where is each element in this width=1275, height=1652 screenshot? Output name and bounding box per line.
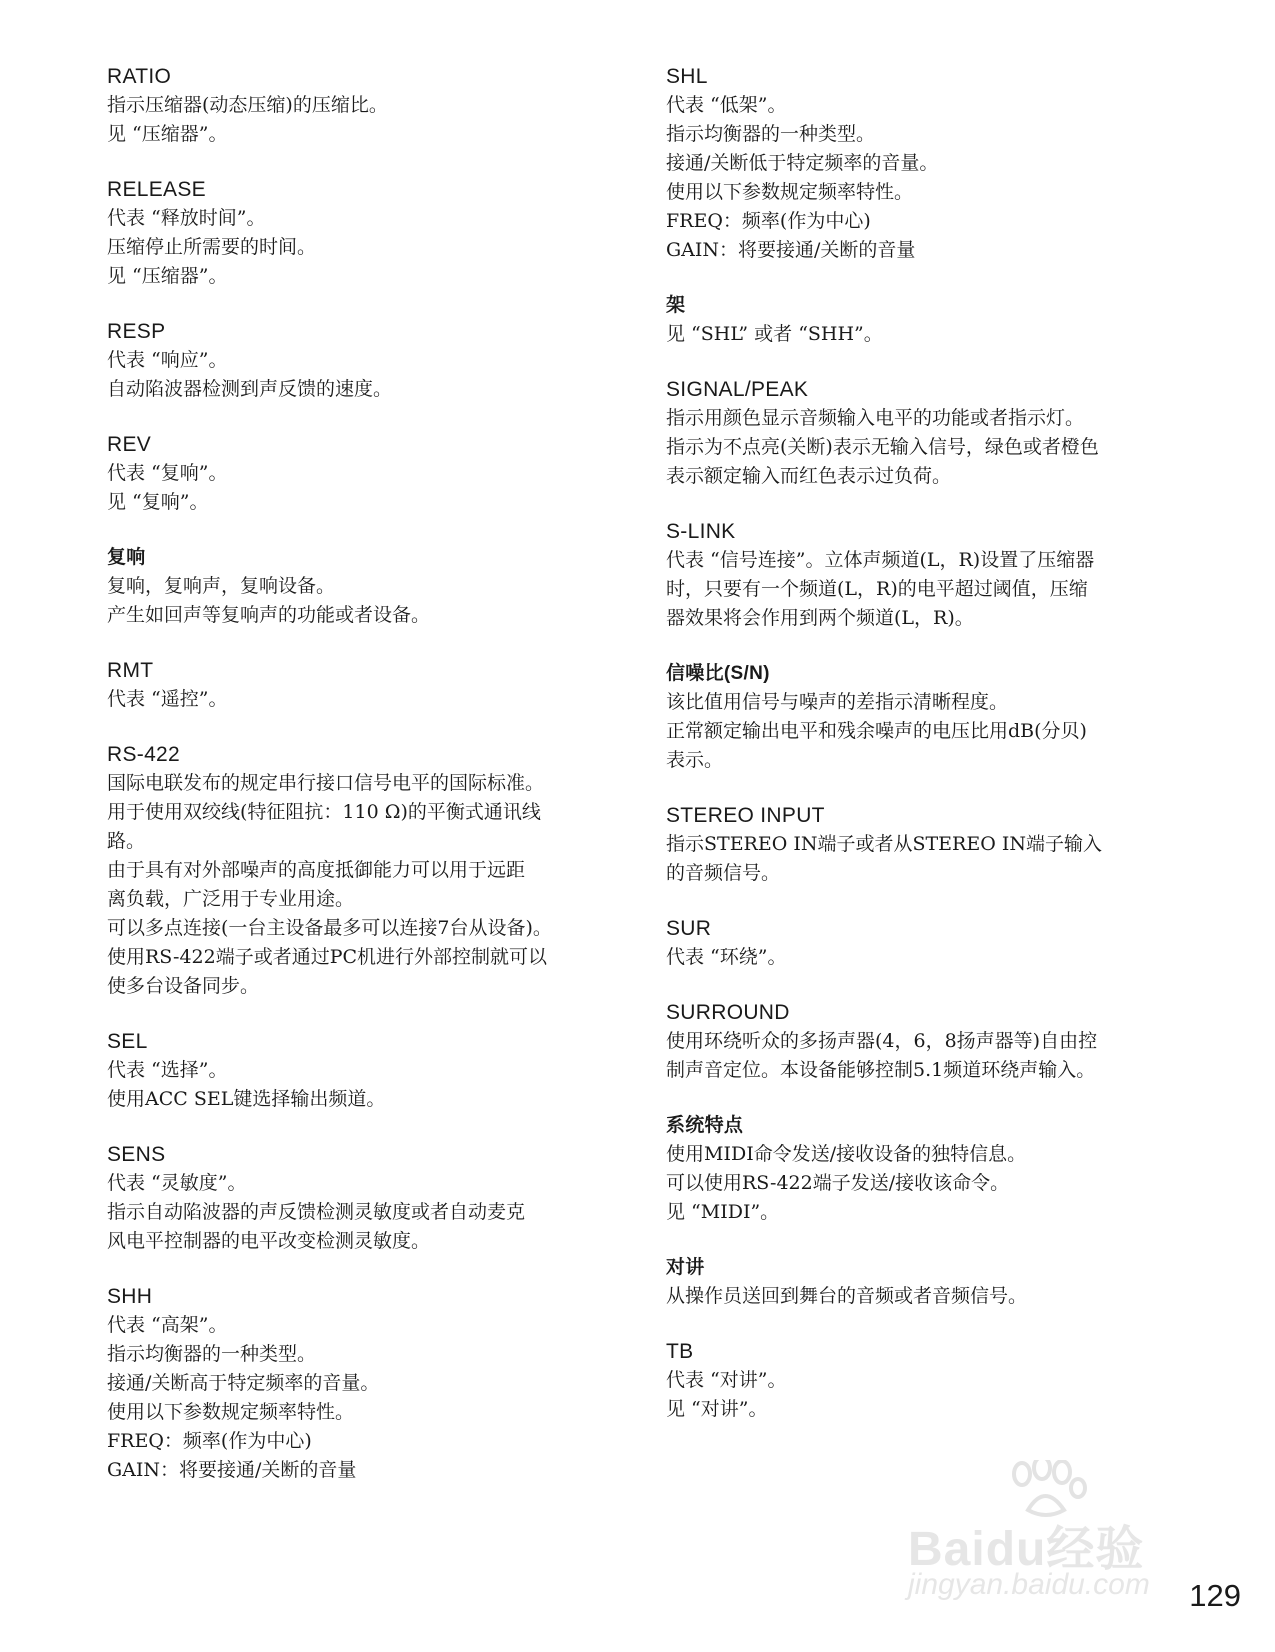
definition-line: 代表 “选择”。 [107, 1059, 228, 1081]
definition-line: 指示均衡器的一种类型。 [107, 1343, 317, 1365]
glossary-term: 信噪比(S/N) [666, 663, 770, 684]
definition-line: 风电平控制器的电平改变检测灵敏度。 [107, 1230, 431, 1252]
definition-line: 表示额定输入而红色表示过负荷。 [666, 465, 952, 487]
definition-line: 路。 [107, 830, 146, 852]
definition-line: 使用环绕听众的多扬声器(4，6，8扬声器等)自由控 [666, 1030, 1098, 1052]
definition-line: 代表 “高架”。 [107, 1314, 228, 1336]
definition-line: 代表 “对讲”。 [666, 1369, 787, 1391]
definition-line: 代表 “复响”。 [107, 462, 228, 484]
definition-line: 压缩停止所需要的时间。 [107, 236, 317, 258]
definition-line: 表示。 [666, 749, 724, 771]
definition-line: 使用RS-422端子或者通过PC机进行外部控制就可以 [107, 946, 548, 968]
glossary-entry [107, 62, 597, 149]
glossary-term: SHL [666, 65, 708, 88]
definition-line: 从操作员送回到舞台的音频或者音频信号。 [666, 1285, 1028, 1307]
glossary-term: S-LINK [666, 520, 736, 543]
glossary-entry [666, 62, 1186, 265]
definition-line: GAIN：将要接通/关断的音量 [666, 239, 916, 261]
glossary-entry [666, 517, 1186, 633]
glossary-entry [107, 1282, 597, 1485]
definition-line: 代表 “响应”。 [107, 349, 228, 371]
definition-line: 指示STEREO IN端子或者从STEREO IN端子输入 [666, 833, 1102, 855]
definition-line: 时，只要有一个频道(L，R)的电平超过阈值，压缩 [666, 578, 1088, 600]
definition-line: 使多台设备同步。 [107, 975, 260, 997]
glossary-entry [107, 317, 597, 404]
definition-line: 指示为不点亮(关断)表示无输入信号，绿色或者橙色 [666, 436, 1099, 458]
glossary-entry [666, 1111, 1186, 1227]
definition-line: 器效果将会作用到两个频道(L，R)。 [666, 607, 974, 629]
glossary-term: TB [666, 1340, 694, 1363]
glossary-entry [107, 1140, 597, 1256]
watermark-url: jingyan.baidu.com [908, 1568, 1150, 1601]
definition-line: 接通/关断低于特定频率的音量。 [666, 152, 939, 174]
glossary-entry [666, 291, 1186, 349]
definition-line: 代表 “环绕”。 [666, 946, 787, 968]
glossary-term: 对讲 [666, 1257, 705, 1278]
definition-line: GAIN：将要接通/关断的音量 [107, 1459, 357, 1481]
glossary-entry [666, 998, 1186, 1085]
glossary-term: RELEASE [107, 178, 206, 201]
definition-line: 使用以下参数规定频率特性。 [107, 1401, 355, 1423]
definition-line: 产生如回声等复响声的功能或者设备。 [107, 604, 431, 626]
glossary-term: REV [107, 433, 152, 456]
definition-line: 代表 “低架”。 [666, 94, 787, 116]
definition-line: 代表 “灵敏度”。 [107, 1172, 247, 1194]
definition-line: 见 “压缩器”。 [107, 123, 228, 145]
definition-line: 复响，复响声，复响设备。 [107, 575, 336, 597]
definition-line: 见 “复响”。 [107, 491, 209, 513]
definition-line: 离负载，广泛用于专业用途。 [107, 888, 355, 910]
definition-line: 正常额定输出电平和残余噪声的电压比用dB(分贝) [666, 720, 1087, 742]
definition-line: 见 “MIDI”。 [666, 1201, 780, 1223]
definition-line: 指示均衡器的一种类型。 [666, 123, 876, 145]
definition-line: 指示自动陷波器的声反馈检测灵敏度或者自动麦克 [107, 1201, 526, 1223]
glossary-entry [107, 430, 597, 517]
definition-line: 可以使用RS-422端子发送/接收该命令。 [666, 1172, 1010, 1194]
glossary-entry [666, 659, 1186, 775]
definition-line: 指示用颜色显示音频输入电平的功能或者指示灯。 [666, 407, 1085, 429]
glossary-entry [107, 656, 597, 714]
glossary-entry [107, 543, 597, 630]
definition-line: 见 “压缩器”。 [107, 265, 228, 287]
definition-line: 指示压缩器(动态压缩)的压缩比。 [107, 94, 388, 116]
definition-line: 自动陷波器检测到声反馈的速度。 [107, 378, 393, 400]
glossary-entry [666, 375, 1186, 491]
definition-line: 用于使用双绞线(特征阻抗：110 Ω)的平衡式通讯线 [107, 801, 541, 823]
definition-line: FREQ：频率(作为中心) [666, 210, 871, 232]
glossary-right-column [666, 62, 1186, 1450]
glossary-entry [107, 175, 597, 291]
glossary-term: RMT [107, 659, 154, 682]
definition-line: 代表 “释放时间”。 [107, 207, 266, 229]
definition-line: 的音频信号。 [666, 862, 781, 884]
definition-line: 可以多点连接(一台主设备最多可以连接7台从设备)。 [107, 917, 552, 939]
definition-line: 代表 “遥控”。 [107, 688, 228, 710]
glossary-entry [107, 740, 597, 1001]
glossary-entry [107, 1027, 597, 1114]
definition-line: 使用以下参数规定频率特性。 [666, 181, 914, 203]
watermark-brand: Baidu经验 [908, 1523, 1145, 1576]
definition-line: 使用ACC SEL键选择输出频道。 [107, 1088, 386, 1110]
glossary-entry [666, 914, 1186, 972]
glossary-term: SHH [107, 1285, 153, 1308]
glossary-left-column [107, 62, 597, 1511]
glossary-term: SURROUND [666, 1001, 790, 1024]
glossary-term: RS-422 [107, 743, 181, 766]
definition-line: 制声音定位。本设备能够控制5.1频道环绕声输入。 [666, 1059, 1096, 1081]
glossary-term: 系统特点 [666, 1115, 744, 1136]
baidu-jingyan-watermark [908, 1460, 1208, 1620]
definition-line: 接通/关断高于特定频率的音量。 [107, 1372, 380, 1394]
definition-line: 见 “SHL” 或者 “SHH”。 [666, 323, 883, 345]
glossary-term: 复响 [107, 547, 146, 568]
definition-line: 由于具有对外部噪声的高度抵御能力可以用于远距 [107, 859, 526, 881]
glossary-term: STEREO INPUT [666, 804, 825, 827]
definition-line: 该比值用信号与噪声的差指示清晰程度。 [666, 691, 1009, 713]
glossary-term: SENS [107, 1143, 166, 1166]
glossary-term: RATIO [107, 65, 172, 88]
page-number: 129 [1189, 1578, 1241, 1613]
glossary-term: SIGNAL/PEAK [666, 378, 809, 401]
glossary-term: SUR [666, 917, 712, 940]
glossary-term: 架 [666, 295, 686, 316]
glossary-term: RESP [107, 320, 166, 343]
glossary-term: SEL [107, 1030, 148, 1053]
definition-line: 国际电联发布的规定串行接口信号电平的国际标准。 [107, 772, 545, 794]
glossary-entry [666, 1337, 1186, 1424]
definition-line: FREQ：频率(作为中心) [107, 1430, 312, 1452]
glossary-entry [666, 801, 1186, 888]
definition-line: 代表 “信号连接”。立体声频道(L，R)设置了压缩器 [666, 549, 1095, 571]
definition-line: 使用MIDI命令发送/接收设备的独特信息。 [666, 1143, 1027, 1165]
glossary-entry [666, 1253, 1186, 1311]
definition-line: 见 “对讲”。 [666, 1398, 768, 1420]
